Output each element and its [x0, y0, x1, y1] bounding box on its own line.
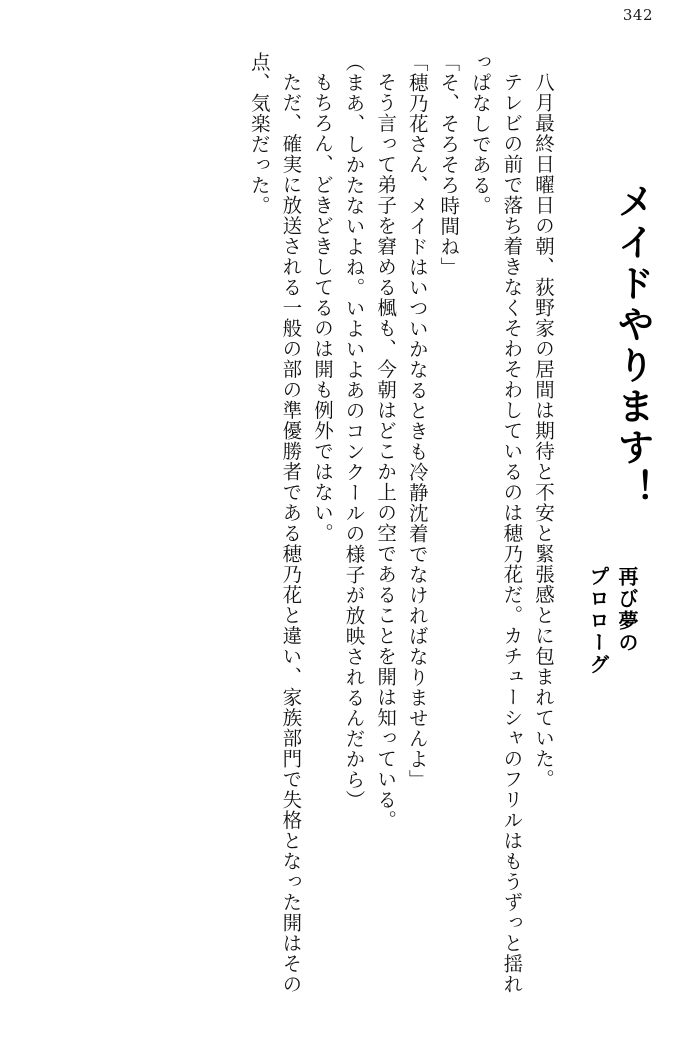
chapter-title-sub-line1: 再び夢の: [615, 566, 639, 654]
chapter-title-block: [583, 52, 654, 1010]
paragraph: （まあ、しかたないよね。いよいよあのコンクールの様子が放映されるんだから）: [342, 52, 366, 811]
chapter-title-main: メイドやります！: [611, 182, 654, 510]
paragraph: もちろん、どきどきしてるのは開も例外ではない。: [310, 71, 334, 543]
chapter-title-sub-line2: プロローグ: [586, 566, 610, 676]
paragraph: ただ、確実に放送される一般の部の準優勝者である穂乃花と違い、家族部門で失格となった開はその点、気楽だった。: [247, 52, 303, 994]
body-text-columns: [243, 52, 559, 1010]
paragraph: そう言って弟子を窘める楓も、今朝はどこか上の空であることを開は知っている。: [374, 71, 398, 830]
page-number: 342: [622, 6, 653, 24]
paragraph: 「穂乃花さん、メイドはいついかなるときも冷静沈着でなければなりませんよ」: [405, 52, 429, 790]
paragraph: テレビの前で落ち着きなくそわそわしているのは穂乃花だ。カチューシャのフリルはもうずっと揺れっぱなしである。: [468, 52, 524, 994]
page-body: [40, 52, 653, 1010]
paragraph: 「そ、そろそろ時間ね」: [437, 52, 461, 278]
paragraph: 八月最終日曜日の朝、荻野家の居間は期待と不安と緊張感とに包まれていた。: [532, 71, 555, 789]
chapter-title-sub: [583, 510, 641, 676]
